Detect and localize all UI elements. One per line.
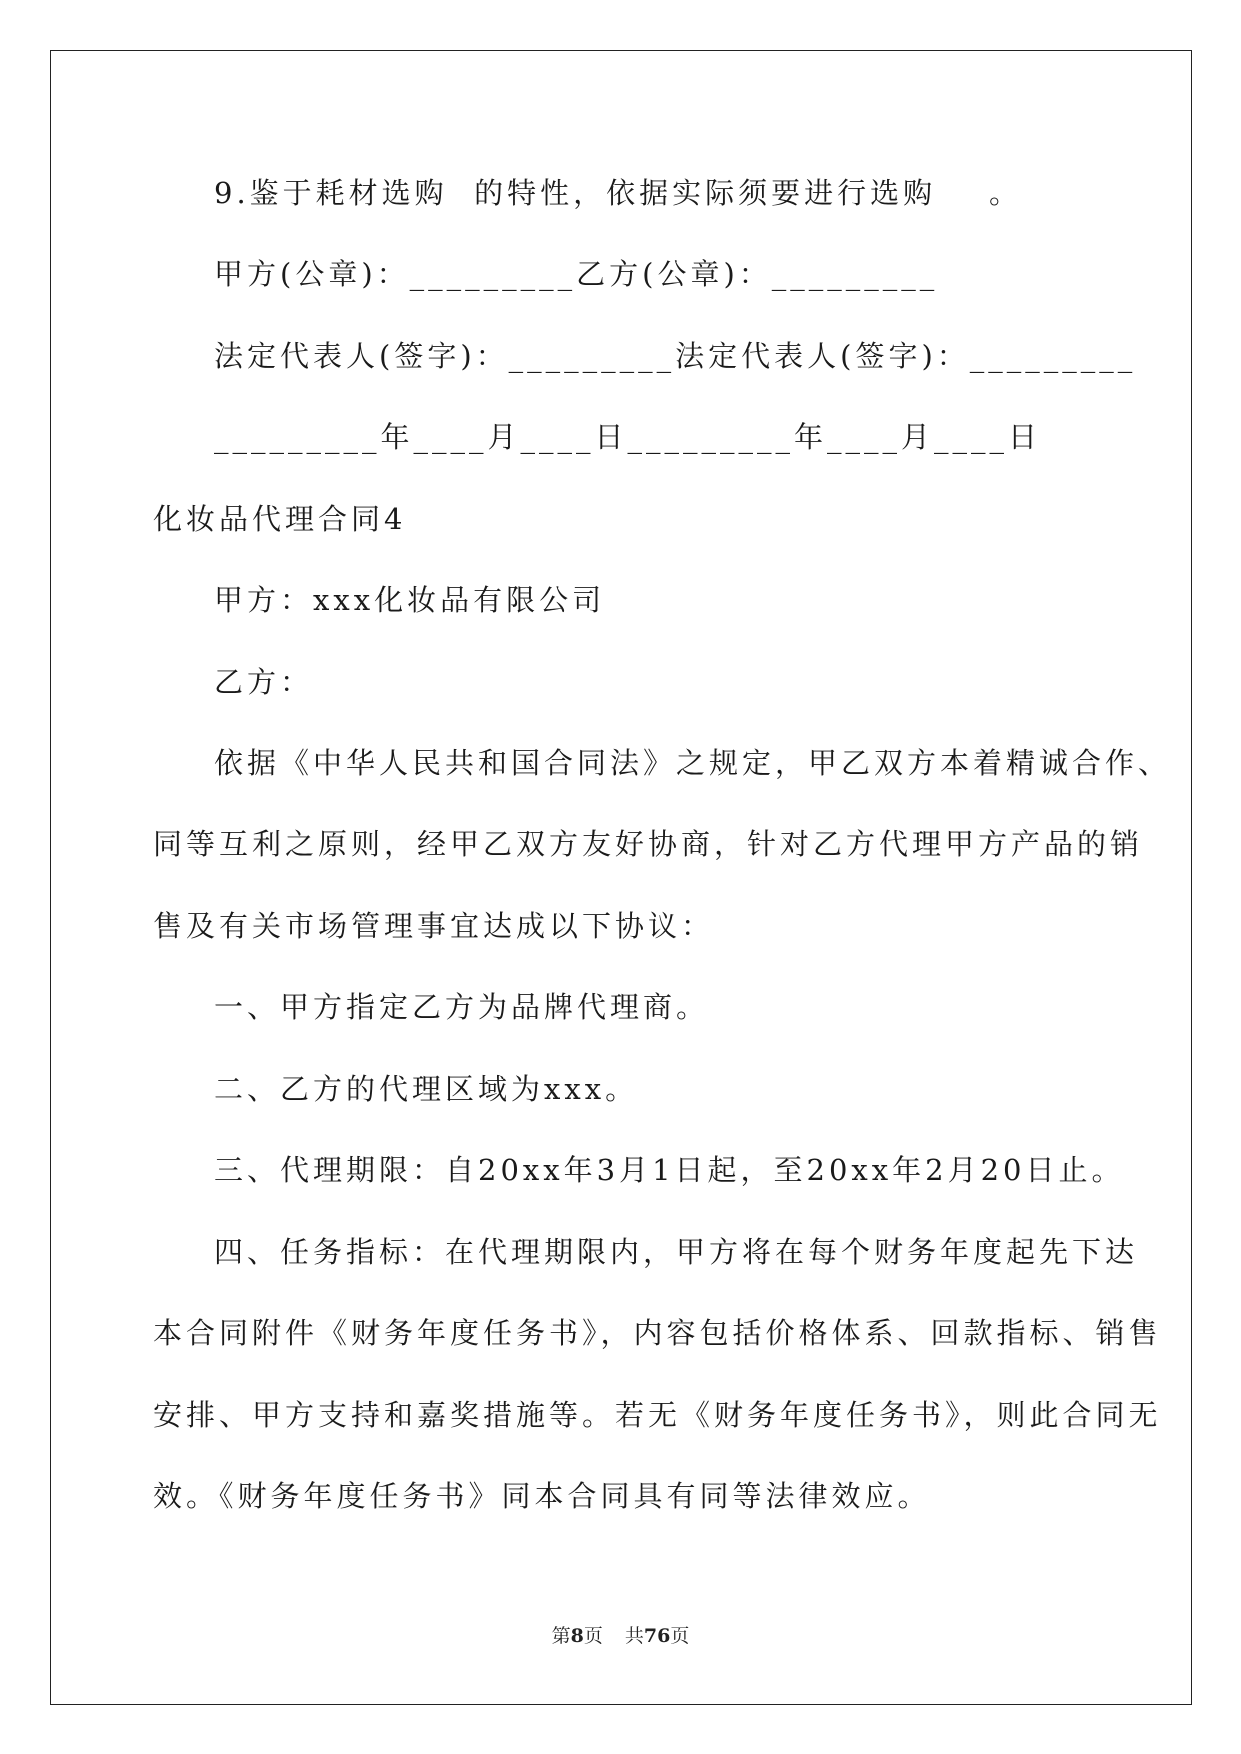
clause-1: 一、甲方指定乙方为品牌代理商。: [214, 990, 710, 1024]
preamble-line-3: 售及有关市场管理事宜达成以下协议：: [153, 909, 715, 943]
page-footer: [0, 1622, 1241, 1650]
preamble-line-2: 同等互利之原则，经甲乙双方友好协商，针对乙方代理甲方产品的销: [153, 827, 1144, 861]
clause-9-line: 9.鉴于耗材选购 的特性，依据实际须要进行选购 。: [214, 176, 1022, 210]
total-prefix: 共: [624, 1625, 644, 1647]
clause-4-line-1: 四、任务指标：在代理期限内，甲方将在每个财务年度起先下达: [214, 1235, 1139, 1269]
clause-2: 二、乙方的代理区域为xxx。: [214, 1072, 639, 1106]
representative-sign-line: 法定代表人(签字)：_________法定代表人(签字)：_________: [214, 339, 1137, 373]
page-prefix: 第: [551, 1625, 571, 1647]
contract-title: 化妆品代理合同4: [153, 502, 407, 536]
party-seal-line: 甲方(公章)：_________乙方(公章)：_________: [214, 257, 939, 291]
party-b-line: 乙方：: [214, 665, 314, 699]
page-border: [50, 50, 1192, 1705]
clause-4-line-3: 安排、甲方支持和嘉奖措施等。若无《财务年度任务书》，则此合同无: [153, 1398, 1162, 1432]
clause-4-line-2: 本合同附件《财务年度任务书》，内容包括价格体系、回款指标、销售: [153, 1316, 1162, 1350]
date-line: _________年____月____日_________年____月____日: [214, 420, 1042, 454]
page-suffix: 页: [583, 1625, 603, 1647]
preamble-line-1: 依据《中华人民共和国合同法》之规定，甲乙双方本着精诚合作、: [214, 746, 1172, 780]
page-number: 8: [570, 1625, 584, 1647]
total-suffix: 页: [670, 1625, 690, 1647]
total-pages: 76: [643, 1625, 671, 1647]
party-a-line: 甲方：xxx化妆品有限公司: [214, 583, 606, 617]
clause-4-line-4: 效。《财务年度任务书》同本合同具有同等法律效应。: [153, 1479, 931, 1513]
clause-3: 三、代理期限：自20xx年3月1日起，至20xx年2月20日止。: [214, 1153, 1125, 1187]
